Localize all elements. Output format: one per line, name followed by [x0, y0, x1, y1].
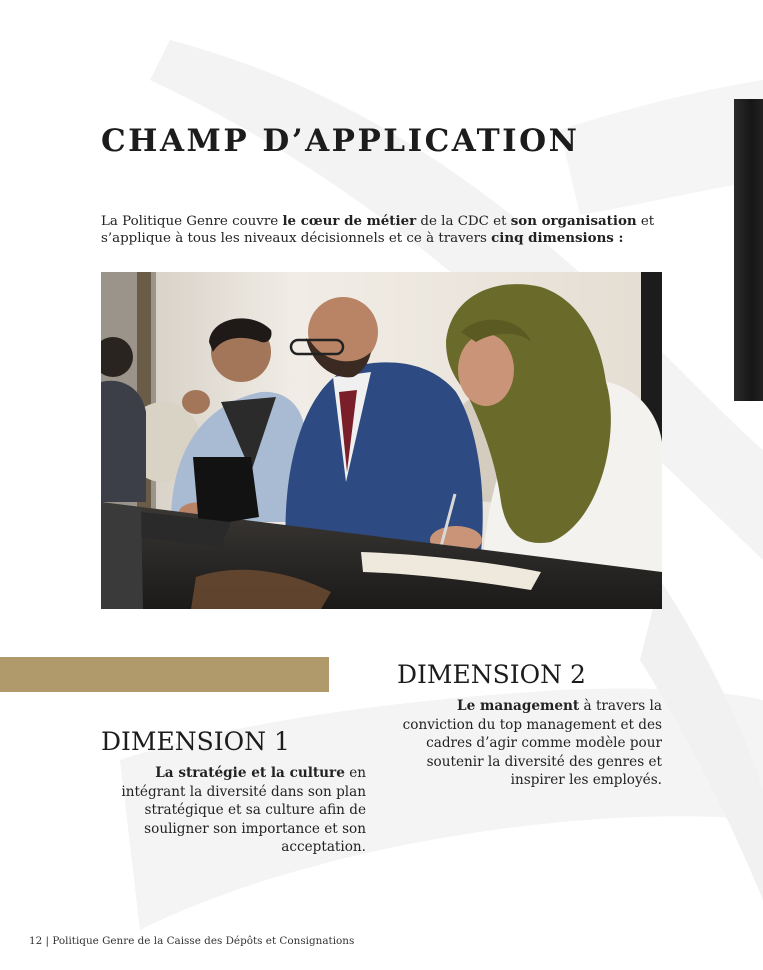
accent-gold-bar	[0, 657, 329, 692]
dimension-1-heading: DIMENSION 1	[101, 727, 290, 756]
page-footer: 12 | Politique Genre de la Caisse des Dépôts et Consignations	[29, 935, 355, 947]
dimension-2-heading: DIMENSION 2	[397, 660, 586, 689]
adjacent-page-photo-edge	[734, 99, 763, 401]
page-title: CHAMP D’APPLICATION	[101, 122, 580, 159]
dimension-2-text: Le management à travers la conviction du top management et des cadres d’agir comme modèle pour soutenir la diversité des genres et inspirer les employés.	[402, 698, 662, 788]
intro-paragraph: La Politique Genre couvre le cœur de métier de la CDC et son organisation et s’applique à tous les niveaux décisionnels et ce à travers cinq dimensions :	[101, 213, 655, 246]
dimension-1-text: La stratégie et la culture en intégrant la diversité dans son plan stratégique et sa culture afin de souligner son importance et son acceptation.	[121, 765, 366, 855]
meeting-photo	[101, 272, 662, 609]
